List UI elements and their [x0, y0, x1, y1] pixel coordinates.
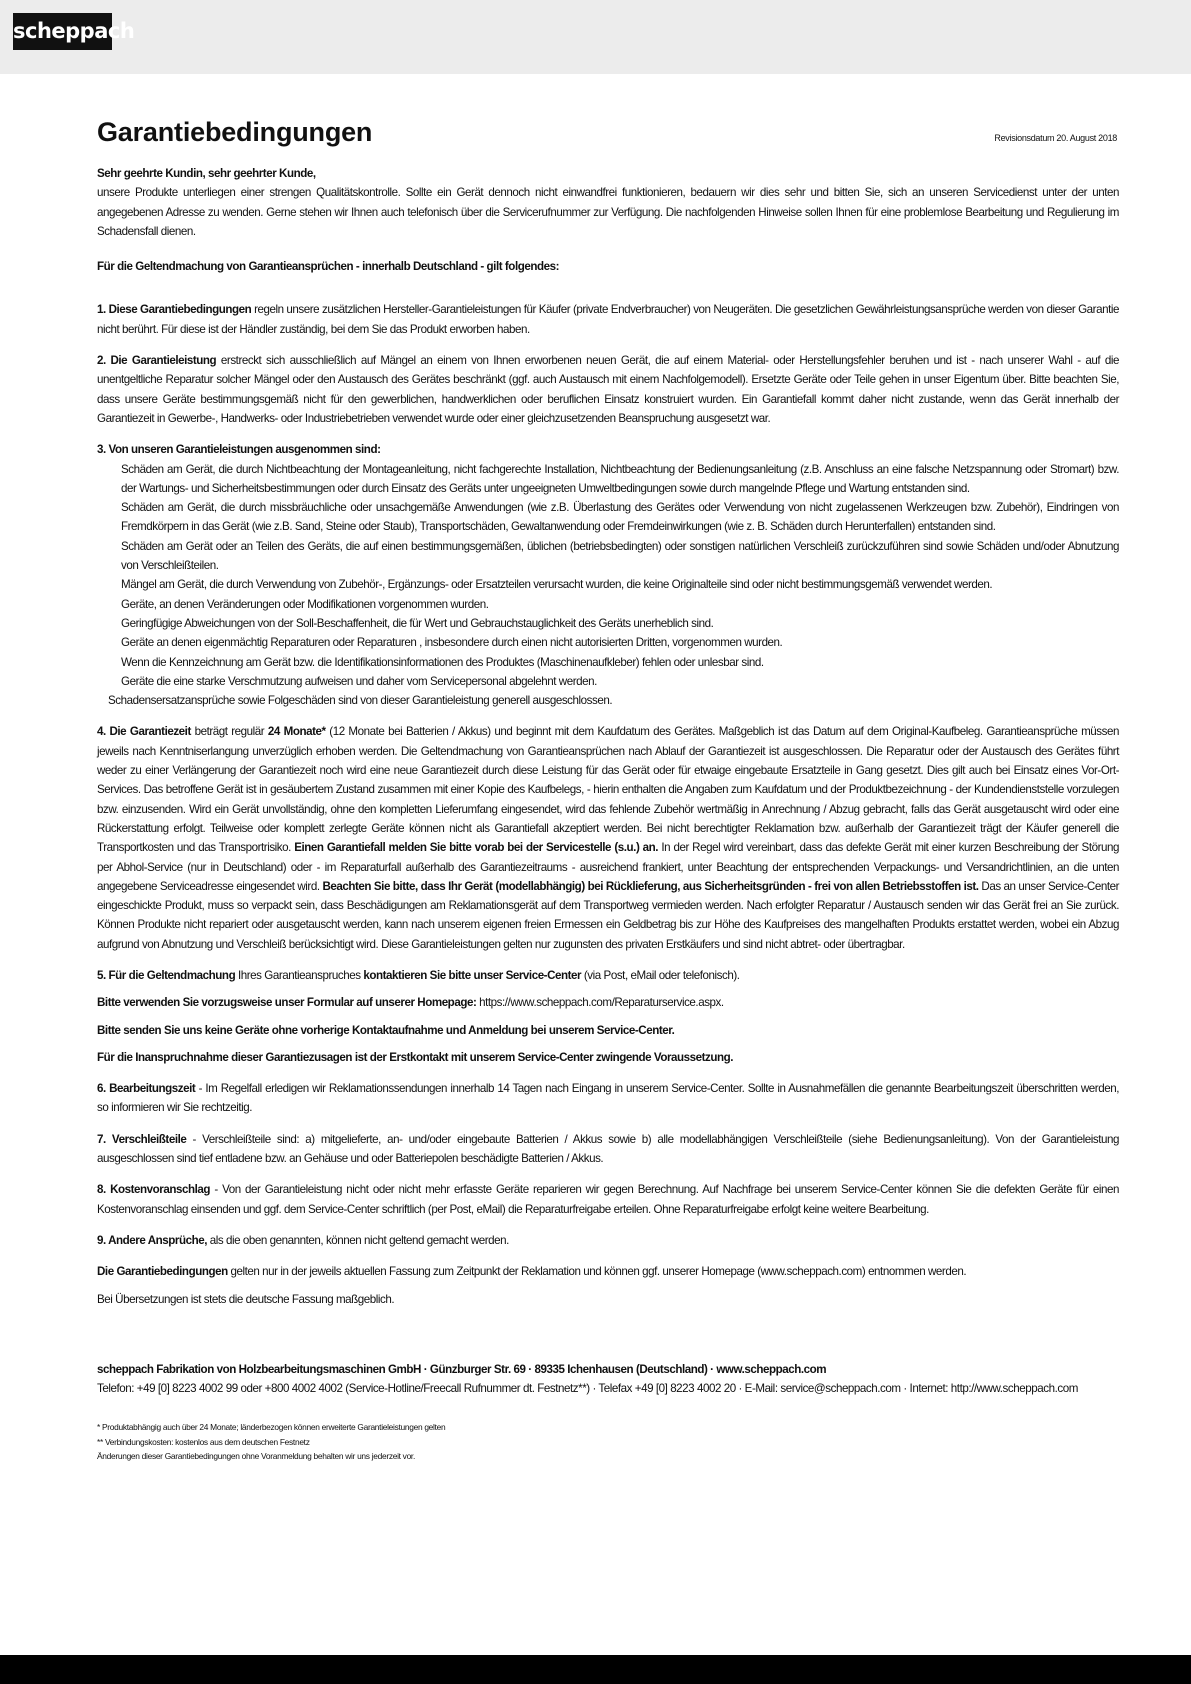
company-contact: Telefon: +49 [0] 8223 4002 99 oder +800 4002 4002 (Service-Hotline/Freecall Rufnummer dt. Festnetz**) · Telefax +49 [0] 8223 4002 20 · E-Mail: service@scheppach.com · Internet: http://www.scheppach.com — [97, 1382, 1078, 1396]
section-7: 7. Verschleißteile - Verschleißteile sind: a) mitgelieferte, an- und/oder eingebaute Batterien / Akkus sowie b) alle modellabhängigen Verschleißteile (siehe Bedienungsanleitung). Von der Garantieleistung ausgeschlossen sind tief entladene bzw. an Gehäuse und oder Batteriepolen beschädigte Batterien / Akkus. — [97, 1132, 1119, 1166]
footnote: ** Verbindungskosten: kostenlos aus dem deutschen Festnetz — [97, 1436, 310, 1447]
scope-heading: Für die Geltendmachung von Garantieansprüchen - innerhalb Deutschland - gilt folgendes: — [97, 260, 560, 274]
header-band — [0, 0, 1191, 74]
footnote: Änderungen dieser Garantiebedingungen ohne Voranmeldung behalten wir uns jederzeit vor. — [97, 1450, 415, 1461]
exclusion-item: Geräte an denen eigenmächtig Reparaturen oder Reparaturen , insbesondere durch einen nicht autorisierten Dritten, vorgenommen wurden. — [121, 636, 783, 650]
section-1: 1. Diese Garantiebedingungen regeln unsere zusätzlichen Hersteller-Garantieleistungen für Käufer (private Endverbraucher) von Neugeräten. Die gesetzlichen Gewährleistungsansprüche werden von dieser Garantie nicht berührt. Für diese ist der Händler zuständig, bei dem Sie das Produkt erworben haben. — [97, 303, 1119, 336]
section-5: 5. Für die Geltendmachung Ihres Garantieanspruches kontaktieren Sie bitte unser Service-Center (via Post, eMail oder telefonisch). — [97, 968, 740, 982]
closing-paragraph: Die Garantiebedingungen gelten nur in der jeweils aktuellen Fassung zum Zeitpunkt der Reklamation und können ggf. unserer Homepage (www.scheppach.com) entnommen werden. — [97, 1265, 967, 1279]
section-2: 2. Die Garantieleistung erstreckt sich ausschließlich auf Mängel an einem von Ihnen erworbenen neuen Gerät, die auf einem Material- oder Herstellungsfehler beruhen und ist - nach unserer Wahl - auf die unentgeltliche Reparatur solcher Mängel oder den Austausch des Gerätes beschränkt (ggf. auch Austausch mit einem Nachfolgemodell). Ersetzte Geräte oder Teile gehen in unser Eigentum über. Bitte beachten Sie, dass unsere Geräte bestimmungsgemäß nicht für den gewerblichen, handwerklichen oder beruflichen Einsatz konstruiert wurden. Ein Garantiefall kommt daher nicht zustande, wenn das Gerät innerhalb der Garantiezeit in Gewerbe-, Handwerks- oder Industriebetrieben verwendet wurde oder einer gleichzusetzenden Beanspruchung ausgesetzt war. — [97, 354, 1119, 425]
exclusion-item: Schäden am Gerät oder an Teilen des Geräts, die auf einen bestimmungsgemäßen, üblichen (betriebsbedingten) oder sonstigen natürlichen Verschleiß zurückzuführen sind sowie Schäden und/oder Abnutzung von Verschleißteilen. — [121, 539, 1119, 573]
company-address: scheppach Fabrikation von Holzbearbeitungsmaschinen GmbH · Günzburger Str. 69 · 89335 Ichenhausen (Deutschland) · www.scheppach.com — [97, 1362, 827, 1376]
section-9: 9. Andere Ansprüche, als die oben genannten, können nicht geltend gemacht werden. — [97, 1233, 509, 1247]
footnote: * Produktabhängig auch über 24 Monate; länderbezogen können erweiterte Garantieleistungen gelten — [97, 1422, 446, 1433]
footer-band — [0, 1655, 1191, 1684]
document-body — [97, 112, 1119, 1463]
exclusion-tail: Schadensersatzansprüche sowie Folgeschäden sind von dieser Garantieleistung generell ausgeschlossen. — [108, 694, 613, 708]
exclusion-item: Geringfügige Abweichungen von der Soll-Beschaffenheit, die für Wert und Gebrauchstauglichkeit des Geräts unerheblich sind. — [121, 616, 714, 630]
exclusion-item: Geräte, an denen Veränderungen oder Modifikationen vorgenommen wurden. — [121, 597, 489, 611]
section-8: 8. Kostenvoranschlag - Von der Garantieleistung nicht oder nicht mehr erfasste Geräte reparieren wir gegen Berechnung. Auf Nachfrage bei unserem Service-Center können Sie die defekten Geräte für einen Kostenvoranschlag einsenden und ggf. dem Service-Center schriftlich (per Post, eMail) die Reparaturfreigabe erteilen. Ohne Reparaturfreigabe erfolgt keine weitere Bearbeitung. — [97, 1183, 1119, 1216]
exclusion-item: Schäden am Gerät, die durch missbräuchliche oder unsachgemäße Anwendungen (wie z.B. Überlastung des Gerätes oder Verwendung von nicht zugelassenen Werkzeugen bzw. Zubehör), Eindringen von Fremdkörpern in das Gerät (wie z.B. Sand, Steine oder Staub), Transportschäden, Gewaltanwendung oder Fremdeinwirkungen (wie z. B. Schäden durch Herunterfallen) entstanden sind. — [121, 501, 1119, 534]
first-contact-notice: Für die Inanspruchnahme dieser Garantiezusagen ist der Erstkontakt mit unserem Service-Center zwingende Voraussetzung. — [97, 1050, 734, 1064]
exclusion-item: Mängel am Gerät, die durch Verwendung von Zubehör-, Ergänzungs- oder Ersatzteilen verursacht wurden, die keine Originalteile sind oder nicht bestimmungsgemäß verwendet werden. — [121, 578, 993, 592]
section-4: 4. Die Garantiezeit beträgt regulär 24 Monate* (12 Monate bei Batterien / Akkus) und beginnt mit dem Kaufdatum des Gerätes. Maßgeblich ist das Datum auf dem Original-Kaufbeleg. Garantieansprüche müssen jeweils nach Kenntniserlangung unverzüglich erhoben werden. Die Geltendmachung von Garantieansprüchen nach Ablauf der Garantiezeit ist ausgeschlossen. Die Reparatur oder der Austausch des Gerätes führt weder zu einer Verlängerung der Garantiezeit noch wird eine neue Garantiezeit durch diese Leistung für das Gerät oder für etwaige eingebaute Ersatzteile in Gang gesetzt. Dies gilt auch bei Einsatz eines Vor-Ort-Services. Das betroffene Gerät ist in gesäubertem Zustand zusammen mit einer Kopie des Kaufbelegs, - hierin enthalten die Angaben zum Kaufdatum und der Produktbezeichnung - der Kundendienststelle vorzulegen bzw. einzusenden. Wird ein Gerät unvollständig, ohne den kompletten Lieferumfang eingesendet, wird das fehlende Zubehör wertmäßig in Anrechnung / Abzug gebracht, falls das Gerät ausgetauscht wird oder eine Rückerstattung erfolgt. Teilweise oder komplett zerlegte Geräte können nicht als Garantiefall akzeptiert werden. Bei nicht berechtigter Reklamation bzw. außerhalb der Garantiezeit trägt der Käufer generell die Transportkosten und das Transportrisiko. Einen Garantiefall melden Sie bitte vorab bei der Servicestelle (s.u.) an. In der Regel wird vereinbart, dass das defekte Gerät mit einer kurzen Beschreibung der Störung per Abhol-Service (nur in Deutschland) oder - im Reparaturfall außerhalb des Garantiezeitraums - ausreichend frankiert, unter Beachtung der entsprechenden Verpackungs- und Versandrichtlinien, an die unten angegebene Serviceadresse eingesendet wird. Beachten Sie bitte, dass Ihr Gerät (modellabhängig) bei Rücklieferung, aus Sicherheitsgründen - frei von allen Betriebsstoffen ist. Das an unser Service-Center eingeschickte Produkt, muss so verpackt sein, dass Beschädigungen am Reklamationsgerät auf dem Transportweg vermieden werden. Nach erfolgter Reparatur / Austausch senden wir das Gerät frei an Sie zurück. Können Produkte nicht repariert oder ausgetauscht werden, kann nach unserem eigenen freien Ermessen ein Geldbetrag bis zur Höhe des Kaufpreises des mangelhaften Produkts erstattet werden, wobei ein Abzug aufgrund von Abnutzung und Verschleiß berücksichtigt wird. Diese Garantieleistungen gelten nur zugunsten des privaten Erstkäufers und sind nicht abtret- oder übertragbar. — [97, 725, 1120, 951]
greeting: Sehr geehrte Kundin, sehr geehrter Kunde, — [97, 167, 316, 180]
revision-date: Revisionsdatum 20. August 2018 — [994, 133, 1117, 143]
exclusion-item: Geräte die eine starke Verschmutzung aufweisen und daher vom Servicepersonal abgelehnt werden. — [121, 674, 597, 688]
exclusion-item: Schäden am Gerät, die durch Nichtbeachtung der Montageanleitung, nicht fachgerechte Installation, Nichtbeachtung der Bedienungsanleitung (z.B. Anschluss an eine falsche Netzspannung oder Stromart) bzw. der Wartungs- und Sicherheitsbestimmungen oder durch Einsatz des Geräts unter ungeeigneten Umweltbedingungen sowie durch mangelnde Pflege und Wartung entstanden sind. — [121, 462, 1119, 495]
footnotes — [97, 1420, 1119, 1463]
no-devices-notice: Bitte senden Sie uns keine Geräte ohne vorherige Kontaktaufnahme und Anmeldung bei unserem Service-Center. — [97, 1023, 675, 1037]
title-row — [97, 112, 1119, 152]
section-3-heading: 3. Von unseren Garantieleistungen ausgenommen sind: — [97, 443, 381, 457]
page-title: Garantiebedingungen — [97, 117, 373, 147]
form-link[interactable]: https://www.scheppach.com/Reparaturservice.aspx. — [476, 996, 724, 1010]
scheppach-logo: scheppach — [13, 13, 112, 50]
section-6: 6. Bearbeitungszeit - Im Regelfall erledigen wir Reklamationssendungen innerhalb 14 Tagen nach Eingang in unserem Service-Center. Sollte in Ausnahmefällen die genannte Bearbeitungszeit überschritten werden, so informieren wir Sie rechtzeitig. — [97, 1082, 1119, 1115]
exclusions-list — [97, 460, 1119, 711]
exclusion-item: Wenn die Kennzeichnung am Gerät bzw. die Identifikationsinformationen des Produktes (Maschinenaufkleber) fehlen oder unlesbar sind. — [121, 655, 764, 669]
form-notice: Bitte verwenden Sie vorzugsweise unser Formular auf unserer Homepage: https://www.scheppach.com/Reparaturservice.aspx. — [97, 996, 724, 1010]
translation-note: Bei Übersetzungen ist stets die deutsche Fassung maßgeblich. — [97, 1292, 395, 1306]
intro-paragraph: unsere Produkte unterliegen einer strengen Qualitätskontrolle. Sollte ein Gerät dennoch nicht einwandfrei funktionieren, bedauern wir dies sehr und bitten Sie, sich an unseren Servicedienst unter der unten angegebenen Adresse zu wenden. Gerne stehen wir Ihnen auch telefonisch über die Servicerufnummer zur Verfügung. Die nachfolgenden Hinweise sollen Ihnen für eine problemlose Bearbeitung und Regulierung im Schadensfall dienen. — [97, 186, 1119, 238]
